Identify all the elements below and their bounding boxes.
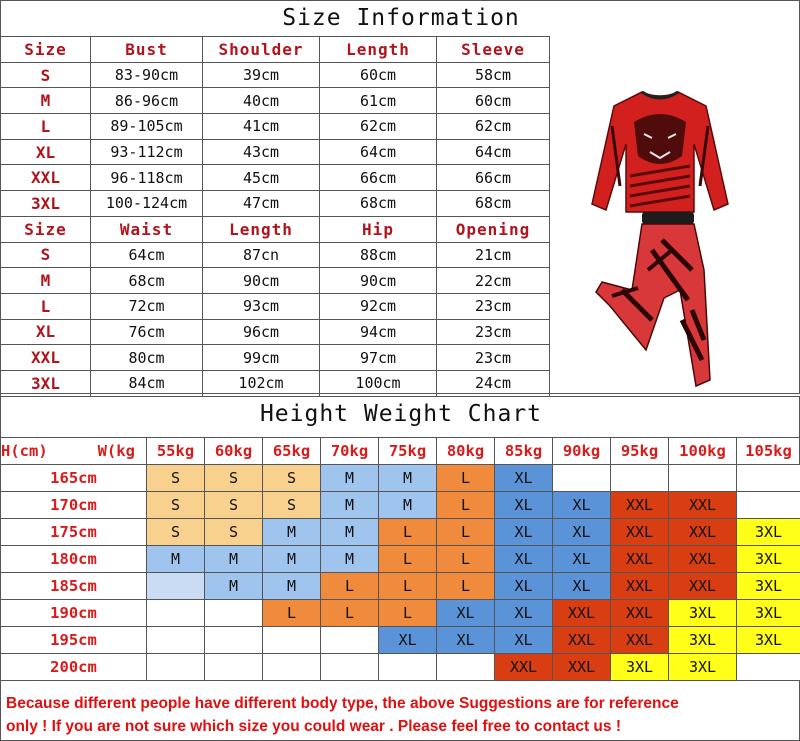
size-rec-cell: M (263, 573, 321, 600)
size-rec-cell: XL (553, 546, 611, 573)
size-rec-cell: M (263, 546, 321, 573)
weight-header-cell: 60kg (205, 438, 263, 465)
hw-table (0, 437, 800, 681)
height-label: 175cm (1, 519, 147, 546)
size-rec-cell (737, 654, 800, 681)
size-rec-cell: L (437, 492, 495, 519)
size-label: XXL (1, 345, 91, 371)
size-rec-cell: S (205, 519, 263, 546)
measure-cell: 58cm (437, 62, 550, 88)
top-size-row (1, 191, 550, 217)
top-size-row (1, 88, 550, 114)
weight-header-cell: 55kg (147, 438, 205, 465)
size-label: L (1, 114, 91, 140)
measure-cell: 92cm (320, 293, 437, 319)
size-rec-cell (147, 573, 205, 600)
measure-cell: 60cm (437, 88, 550, 114)
size-label: XL (1, 139, 91, 165)
size-rec-cell: 3XL (611, 654, 669, 681)
size-rec-cell: XL (553, 492, 611, 519)
weight-header-cell: 100kg (669, 438, 737, 465)
measure-cell: 90cm (203, 268, 320, 294)
measure-cell: 66cm (320, 165, 437, 191)
weight-header-cell: 105kg (737, 438, 800, 465)
measure-cell: 94cm (320, 319, 437, 345)
size-rec-cell: M (321, 546, 379, 573)
size-rec-cell (147, 654, 205, 681)
size-label: S (1, 62, 91, 88)
size-label: L (1, 293, 91, 319)
size-rec-cell: L (263, 600, 321, 627)
measure-cell: 64cm (91, 242, 203, 268)
size-rec-cell: XXL (611, 600, 669, 627)
size-rec-cell: S (263, 465, 321, 492)
size-rec-cell: L (437, 465, 495, 492)
size-rec-cell: XL (495, 492, 553, 519)
size-rec-cell: XXL (611, 546, 669, 573)
size-rec-cell: M (263, 519, 321, 546)
top-size-row (1, 62, 550, 88)
measure-cell: 62cm (320, 114, 437, 140)
top-header-cell: Sleeve (437, 37, 550, 63)
size-rec-cell (205, 654, 263, 681)
size-rec-cell (205, 627, 263, 654)
size-rec-cell: 3XL (737, 519, 800, 546)
hw-row (1, 492, 800, 519)
size-rec-cell: XXL (669, 546, 737, 573)
measure-cell: 96cm (203, 319, 320, 345)
size-rec-cell: S (263, 492, 321, 519)
size-rec-cell: XL (495, 627, 553, 654)
top-header-cell: Bust (91, 37, 203, 63)
size-label: S (1, 242, 91, 268)
size-label: M (1, 88, 91, 114)
bottom-header-cell: Hip (320, 216, 437, 242)
size-rec-cell: S (205, 492, 263, 519)
bottom-header-cell: Length (203, 216, 320, 242)
measure-cell: 43cm (203, 139, 320, 165)
measure-cell: 76cm (91, 319, 203, 345)
measure-cell: 88cm (320, 242, 437, 268)
hw-row (1, 573, 800, 600)
bottom-header-cell: Waist (91, 216, 203, 242)
size-table (0, 36, 550, 397)
measure-cell: 96-118cm (91, 165, 203, 191)
reference-note (0, 692, 800, 738)
size-label: 3XL (1, 191, 91, 217)
size-rec-cell: S (205, 465, 263, 492)
measure-cell: 86-96cm (91, 88, 203, 114)
measure-cell: 22cm (437, 268, 550, 294)
size-rec-cell: L (321, 600, 379, 627)
weight-axis-label: W(kg (87, 438, 147, 465)
size-rec-cell (147, 627, 205, 654)
measure-cell: 87cn (203, 242, 320, 268)
measure-cell: 100cm (320, 370, 437, 396)
size-rec-cell (379, 654, 437, 681)
size-rec-cell: XXL (553, 654, 611, 681)
top-header-cell: Shoulder (203, 37, 320, 63)
size-rec-cell: L (321, 573, 379, 600)
size-rec-cell (321, 654, 379, 681)
size-rec-cell: M (205, 573, 263, 600)
top-header-cell: Length (320, 37, 437, 63)
size-rec-cell: XL (437, 627, 495, 654)
height-label: 185cm (1, 573, 147, 600)
hw-header-row (1, 438, 800, 465)
measure-cell: 68cm (320, 191, 437, 217)
hw-row (1, 654, 800, 681)
size-rec-cell: XL (437, 600, 495, 627)
top-header-cell: Size (1, 37, 91, 63)
size-rec-cell: M (321, 492, 379, 519)
measure-cell: 90cm (320, 268, 437, 294)
measure-cell: 41cm (203, 114, 320, 140)
bottom-header-row (1, 216, 550, 242)
size-label: XXL (1, 165, 91, 191)
size-rec-cell: 3XL (737, 600, 800, 627)
size-rec-cell: S (147, 465, 205, 492)
size-rec-cell: 3XL (737, 573, 800, 600)
size-rec-cell: L (437, 519, 495, 546)
size-rec-cell (147, 600, 205, 627)
size-rec-cell (205, 600, 263, 627)
size-rec-cell: XXL (611, 627, 669, 654)
hw-row (1, 627, 800, 654)
size-rec-cell (737, 465, 800, 492)
size-rec-cell (553, 465, 611, 492)
weight-header-cell: 75kg (379, 438, 437, 465)
measure-cell: 64cm (320, 139, 437, 165)
size-rec-cell: XL (495, 573, 553, 600)
size-rec-cell: 3XL (669, 627, 737, 654)
size-rec-cell: M (379, 465, 437, 492)
weight-header-cell: 85kg (495, 438, 553, 465)
pants-image (592, 210, 714, 390)
size-rec-cell: L (379, 546, 437, 573)
size-rec-cell (263, 627, 321, 654)
measure-cell: 102cm (203, 370, 320, 396)
weight-header-cell: 80kg (437, 438, 495, 465)
measure-cell: 64cm (437, 139, 550, 165)
measure-cell: 97cm (320, 345, 437, 371)
height-label: 170cm (1, 492, 147, 519)
hw-chart-title: Height Weight Chart (259, 401, 543, 427)
measure-cell: 39cm (203, 62, 320, 88)
bottom-header-cell: Size (1, 216, 91, 242)
size-rec-cell: XXL (611, 519, 669, 546)
size-rec-cell: XXL (495, 654, 553, 681)
size-rec-cell: XXL (553, 600, 611, 627)
size-rec-cell: XL (495, 546, 553, 573)
height-label: 200cm (1, 654, 147, 681)
hw-row (1, 465, 800, 492)
size-label: 3XL (1, 370, 91, 396)
size-rec-cell: XXL (669, 573, 737, 600)
measure-cell: 80cm (91, 345, 203, 371)
size-rec-cell (263, 654, 321, 681)
size-label: M (1, 268, 91, 294)
height-label: 180cm (1, 546, 147, 573)
measure-cell: 45cm (203, 165, 320, 191)
weight-header-cell: 95kg (611, 438, 669, 465)
size-rec-cell: XL (553, 519, 611, 546)
size-rec-cell: M (205, 546, 263, 573)
size-rec-cell: XXL (669, 492, 737, 519)
note-line-2: only ! If you are not sure which size you could wear . Please feel free to contact us ! (6, 718, 621, 735)
size-rec-cell: XL (495, 519, 553, 546)
height-label: 165cm (1, 465, 147, 492)
bottom-size-row (1, 293, 550, 319)
note-line-1: Because different people have different body type, the above Suggestions are for reference (6, 695, 679, 712)
size-label: XL (1, 319, 91, 345)
size-rec-cell (611, 465, 669, 492)
size-rec-cell: XL (495, 600, 553, 627)
bottom-header-cell: Opening (437, 216, 550, 242)
measure-cell: 40cm (203, 88, 320, 114)
height-label: 195cm (1, 627, 147, 654)
size-rec-cell: XXL (611, 492, 669, 519)
measure-cell: 68cm (437, 191, 550, 217)
measure-cell: 93cm (203, 293, 320, 319)
size-rec-cell: M (147, 546, 205, 573)
size-rec-cell: M (321, 465, 379, 492)
size-rec-cell: XXL (669, 519, 737, 546)
measure-cell: 24cm (437, 370, 550, 396)
top-header-row (1, 37, 550, 63)
measure-cell: 23cm (437, 319, 550, 345)
measure-cell: 89-105cm (91, 114, 203, 140)
weight-header-cell: 70kg (321, 438, 379, 465)
top-size-row (1, 114, 550, 140)
size-rec-cell: L (437, 573, 495, 600)
size-rec-cell: M (321, 519, 379, 546)
size-rec-cell: S (147, 492, 205, 519)
size-rec-cell: XXL (611, 573, 669, 600)
measure-cell: 62cm (437, 114, 550, 140)
size-rec-cell (437, 654, 495, 681)
size-rec-cell (321, 627, 379, 654)
measure-cell: 93-112cm (91, 139, 203, 165)
size-rec-cell: XXL (553, 627, 611, 654)
bottom-size-row (1, 242, 550, 268)
height-axis-label: H(cm) (1, 438, 87, 465)
height-label: 190cm (1, 600, 147, 627)
measure-cell: 60cm (320, 62, 437, 88)
size-rec-cell: L (379, 573, 437, 600)
measure-cell: 100-124cm (91, 191, 203, 217)
size-rec-cell: XL (553, 573, 611, 600)
measure-cell: 99cm (203, 345, 320, 371)
hw-row (1, 546, 800, 573)
measure-cell: 21cm (437, 242, 550, 268)
bottom-size-row (1, 345, 550, 371)
size-rec-cell: M (379, 492, 437, 519)
size-rec-cell: 3XL (669, 654, 737, 681)
bottom-size-row (1, 319, 550, 345)
size-rec-cell (669, 465, 737, 492)
size-rec-cell: XL (379, 627, 437, 654)
size-rec-cell: S (147, 519, 205, 546)
size-info-title: Size Information (282, 5, 520, 31)
measure-cell: 84cm (91, 370, 203, 396)
size-rec-cell: 3XL (669, 600, 737, 627)
measure-cell: 72cm (91, 293, 203, 319)
measure-cell: 83-90cm (91, 62, 203, 88)
measure-cell: 47cm (203, 191, 320, 217)
size-rec-cell: L (379, 600, 437, 627)
shirt-image (590, 86, 730, 216)
measure-cell: 23cm (437, 345, 550, 371)
measure-cell: 23cm (437, 293, 550, 319)
size-rec-cell: 3XL (737, 627, 800, 654)
top-size-row (1, 165, 550, 191)
top-size-row (1, 139, 550, 165)
size-rec-cell: 3XL (737, 546, 800, 573)
bottom-size-row (1, 370, 550, 396)
weight-header-cell: 65kg (263, 438, 321, 465)
size-rec-cell: L (437, 546, 495, 573)
weight-header-cell: 90kg (553, 438, 611, 465)
size-rec-cell: XL (495, 465, 553, 492)
measure-cell: 68cm (91, 268, 203, 294)
bottom-size-row (1, 268, 550, 294)
measure-cell: 61cm (320, 88, 437, 114)
hw-row (1, 519, 800, 546)
size-rec-cell: L (379, 519, 437, 546)
measure-cell: 66cm (437, 165, 550, 191)
size-rec-cell (737, 492, 800, 519)
hw-row (1, 600, 800, 627)
